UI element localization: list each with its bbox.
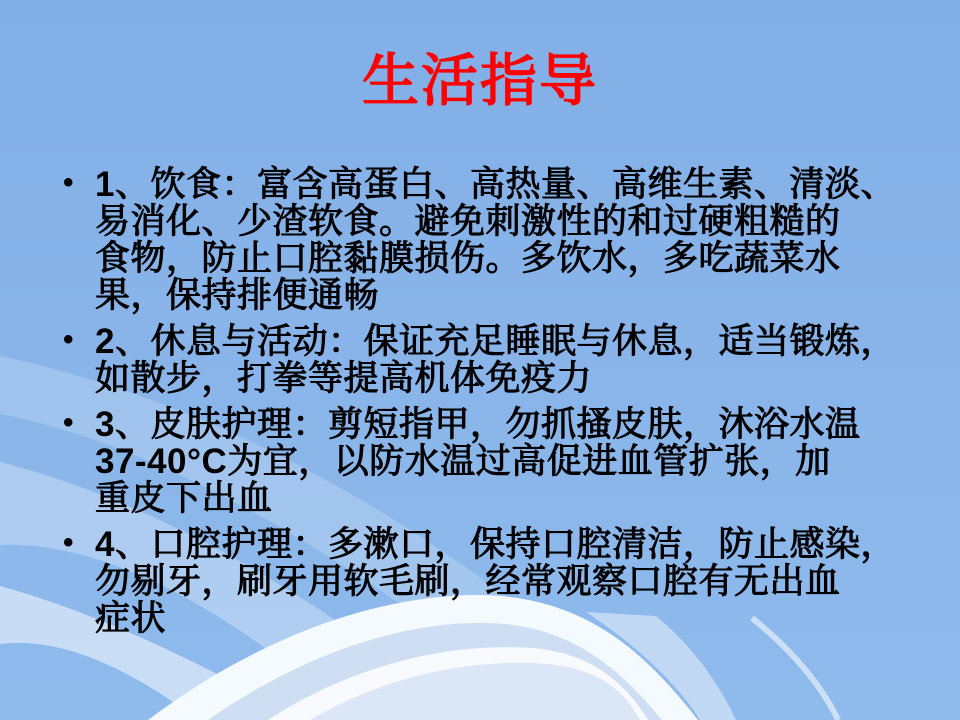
bullet-line: 重皮下出血 — [95, 479, 273, 518]
bullet-line: 如散步，打拳等提高机体免疫力 — [95, 359, 593, 398]
bullet-line: 果，保持排便通畅 — [95, 276, 380, 315]
bullet-line: 4、口腔护理：多漱口，保持口腔清洁，防止感染， — [95, 525, 896, 564]
bullet-line: 3、皮肤护理：剪短指甲，勿抓搔皮肤，沐浴水温 — [95, 405, 861, 444]
bullet-line: 2、休息与活动：保证充足睡眠与休息，适当锻炼， — [95, 322, 896, 361]
bullet-item-2 — [61, 323, 914, 397]
bullet-line: 症状 — [95, 599, 167, 638]
bullet-dot-icon: • — [63, 406, 74, 439]
bullet-item-4 — [61, 526, 914, 637]
bullet-line: 1、饮食：富含高蛋白、高热量、高维生素、清淡、 — [95, 165, 896, 204]
bullet-item-1 — [61, 166, 914, 314]
bullet-dot-icon: • — [63, 526, 74, 559]
bullet-dot-icon: • — [63, 323, 74, 356]
bullet-line: 37-40°C为宜，以防水温过高促进血管扩张，加 — [95, 442, 831, 481]
bullet-list — [0, 166, 960, 637]
bullet-line: 易消化、少渣软食。避免刺激性的和过硬粗糙的 — [95, 202, 841, 241]
bullet-line: 勿剔牙，刷牙用软毛刷，经常观察口腔有无出血 — [95, 562, 841, 601]
bullet-dot-icon: • — [63, 166, 74, 199]
bullet-item-3 — [61, 406, 914, 517]
bullet-line: 食物，防止口腔黏膜损伤。多饮水，多吃蔬菜水 — [95, 239, 841, 278]
slide-title: 生活指导 — [362, 50, 598, 113]
